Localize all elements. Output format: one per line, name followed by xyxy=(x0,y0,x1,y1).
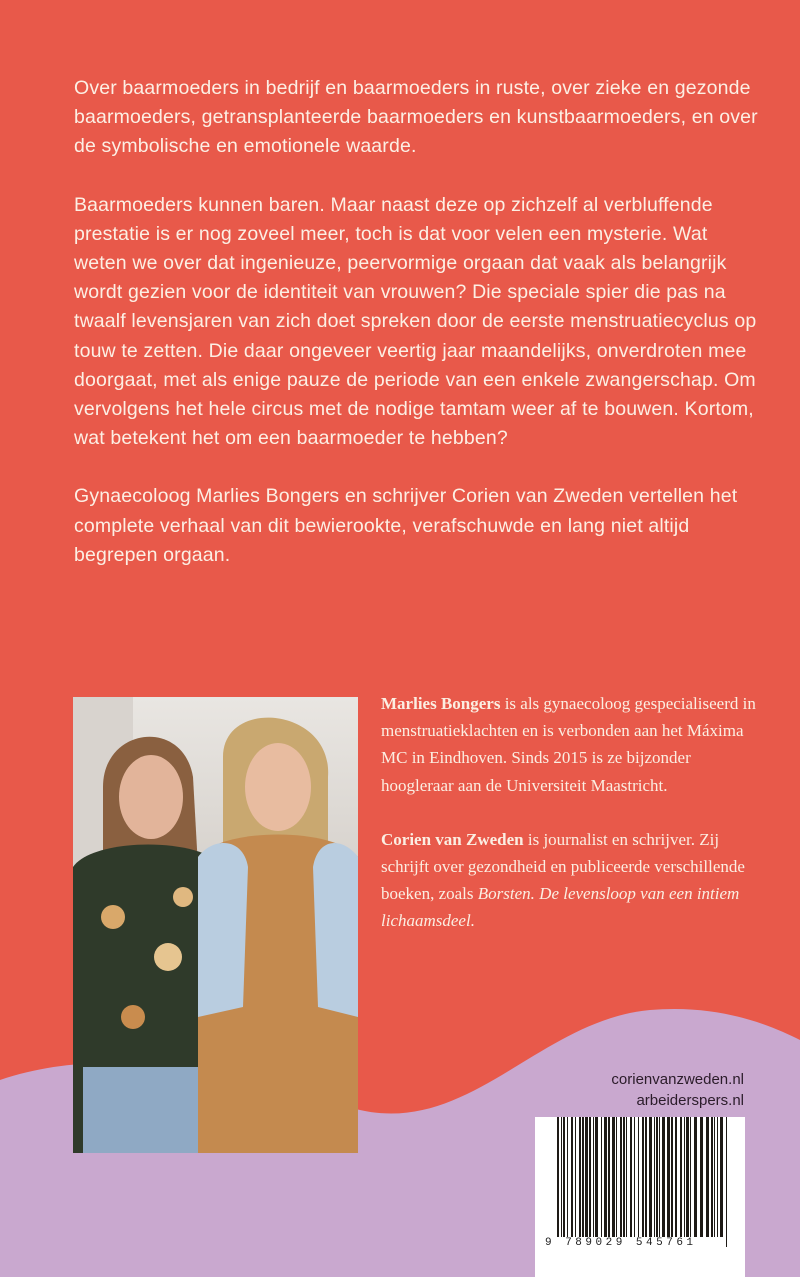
author-name: Marlies Bongers xyxy=(381,694,501,713)
book-title: Borsten. De levensloop van een intiem lichaamsdeel. xyxy=(381,884,740,931)
barcode-bar xyxy=(659,1117,660,1237)
barcode-bar xyxy=(711,1117,713,1237)
barcode-bar xyxy=(608,1117,610,1237)
barcode-bar xyxy=(612,1117,615,1237)
barcode-bar xyxy=(671,1117,673,1237)
barcode-bar xyxy=(626,1117,627,1237)
barcode-bar xyxy=(645,1117,647,1237)
blurb-paragraph-2: Baarmoeders kunnen baren. Maar naast deze op zichzelf al verbluffende prestatie is er nog zoveel meer, toch is dat voor velen een mysterie. Wat weten we over dat ingenieuze, peervormige orgaan dat vaak als belangrijk wordt gezien voor de identiteit van vrouwen? Die speciale spier die pas na twaalf levensjaren van zich doet spreken door de eerste menstruatiecyclus op touw te zetten. Die daar ongeveer veertig jaar maandelijks, onverdroten mee doorgaat, met als enige pauze de periode van een enkele zwangerschap. Om vervolgens het hele circus met de nodige tamtam weer af te bouwen. Kortom, wat betekent het om een baarmoeder te hebben? xyxy=(74,193,757,450)
barcode-bar xyxy=(717,1117,718,1237)
isbn-barcode xyxy=(535,1117,745,1277)
author-name: Corien van Zweden xyxy=(381,829,524,849)
barcode-bar xyxy=(686,1117,689,1237)
barcode-bar xyxy=(589,1117,591,1237)
barcode-bar xyxy=(667,1117,670,1237)
barcode-bar xyxy=(690,1117,691,1237)
barcode-bar xyxy=(593,1117,594,1237)
barcode-bar xyxy=(616,1117,617,1237)
barcode-bar xyxy=(654,1117,655,1237)
blurb-paragraph-1: Over baarmoeders in bedrijf en baarmoeders in ruste, over zieke en gezonde baarmoeders, getransplanteerde baarmoeders en kunstbaarmoeders, en over de symbolische en emotionele waarde. xyxy=(74,77,758,158)
barcode-bar xyxy=(582,1117,584,1237)
link-publisher-website[interactable]: arbeiderspers.nl xyxy=(636,1092,744,1109)
barcode-bar xyxy=(642,1117,644,1247)
barcode-bar xyxy=(720,1117,723,1237)
barcode-bar xyxy=(630,1117,632,1237)
bio-corien-van-zweden xyxy=(381,826,761,935)
isbn-number: 9 789029 545761 xyxy=(545,1237,697,1249)
barcode-bars xyxy=(535,1117,745,1247)
barcode-bar xyxy=(694,1117,697,1237)
barcode-bar xyxy=(579,1117,581,1237)
barcode-bar xyxy=(638,1117,639,1237)
barcode-bar xyxy=(684,1117,685,1237)
barcode-bar xyxy=(675,1117,677,1237)
link-author-website[interactable]: corienvanzweden.nl xyxy=(611,1071,744,1088)
barcode-bar xyxy=(620,1117,622,1237)
author-photo xyxy=(73,697,358,1153)
barcode-bar xyxy=(561,1117,562,1247)
barcode-bar xyxy=(700,1117,703,1237)
bio-text: is als gynaecoloog gespecialiseerd in menstruatieklachten en is verbonden aan het Máxima MC in Eindhoven. Sinds 2015 is ze bijzonder hoogleraar aan de Universiteit Maastricht. xyxy=(381,694,756,795)
barcode-bar xyxy=(662,1117,665,1237)
barcode-bar xyxy=(634,1117,635,1237)
barcode-bar xyxy=(706,1117,709,1237)
barcode-bar xyxy=(656,1117,658,1237)
barcode-bar xyxy=(726,1117,727,1247)
barcode-bar xyxy=(585,1117,588,1237)
barcode-bar xyxy=(714,1117,715,1237)
barcode-bar xyxy=(563,1117,565,1237)
website-links xyxy=(611,1069,744,1111)
barcode-bar xyxy=(575,1117,576,1237)
back-cover-blurb xyxy=(74,74,764,599)
barcode-bar xyxy=(680,1117,682,1237)
bio-marlies-bongers xyxy=(381,690,761,799)
barcode-bar xyxy=(601,1117,602,1237)
bio-text: is journalist en schrijver. Zij schrijft over gezondheid en publiceerde verschillende boeken, zoals xyxy=(381,829,745,904)
barcode-bar xyxy=(649,1117,652,1237)
barcode-bar xyxy=(557,1117,559,1247)
barcode-bar xyxy=(604,1117,607,1237)
author-bios xyxy=(381,690,761,962)
barcode-bar xyxy=(595,1117,598,1237)
barcode-bar xyxy=(567,1117,568,1237)
barcode-bar xyxy=(571,1117,573,1237)
barcode-bar xyxy=(623,1117,625,1237)
blurb-paragraph-3: Gynaecoloog Marlies Bongers en schrijver Corien van Zweden vertellen het complete verhaal van dit bewierookte, verafschuwde en lang niet altijd begrepen orgaan. xyxy=(74,485,738,566)
